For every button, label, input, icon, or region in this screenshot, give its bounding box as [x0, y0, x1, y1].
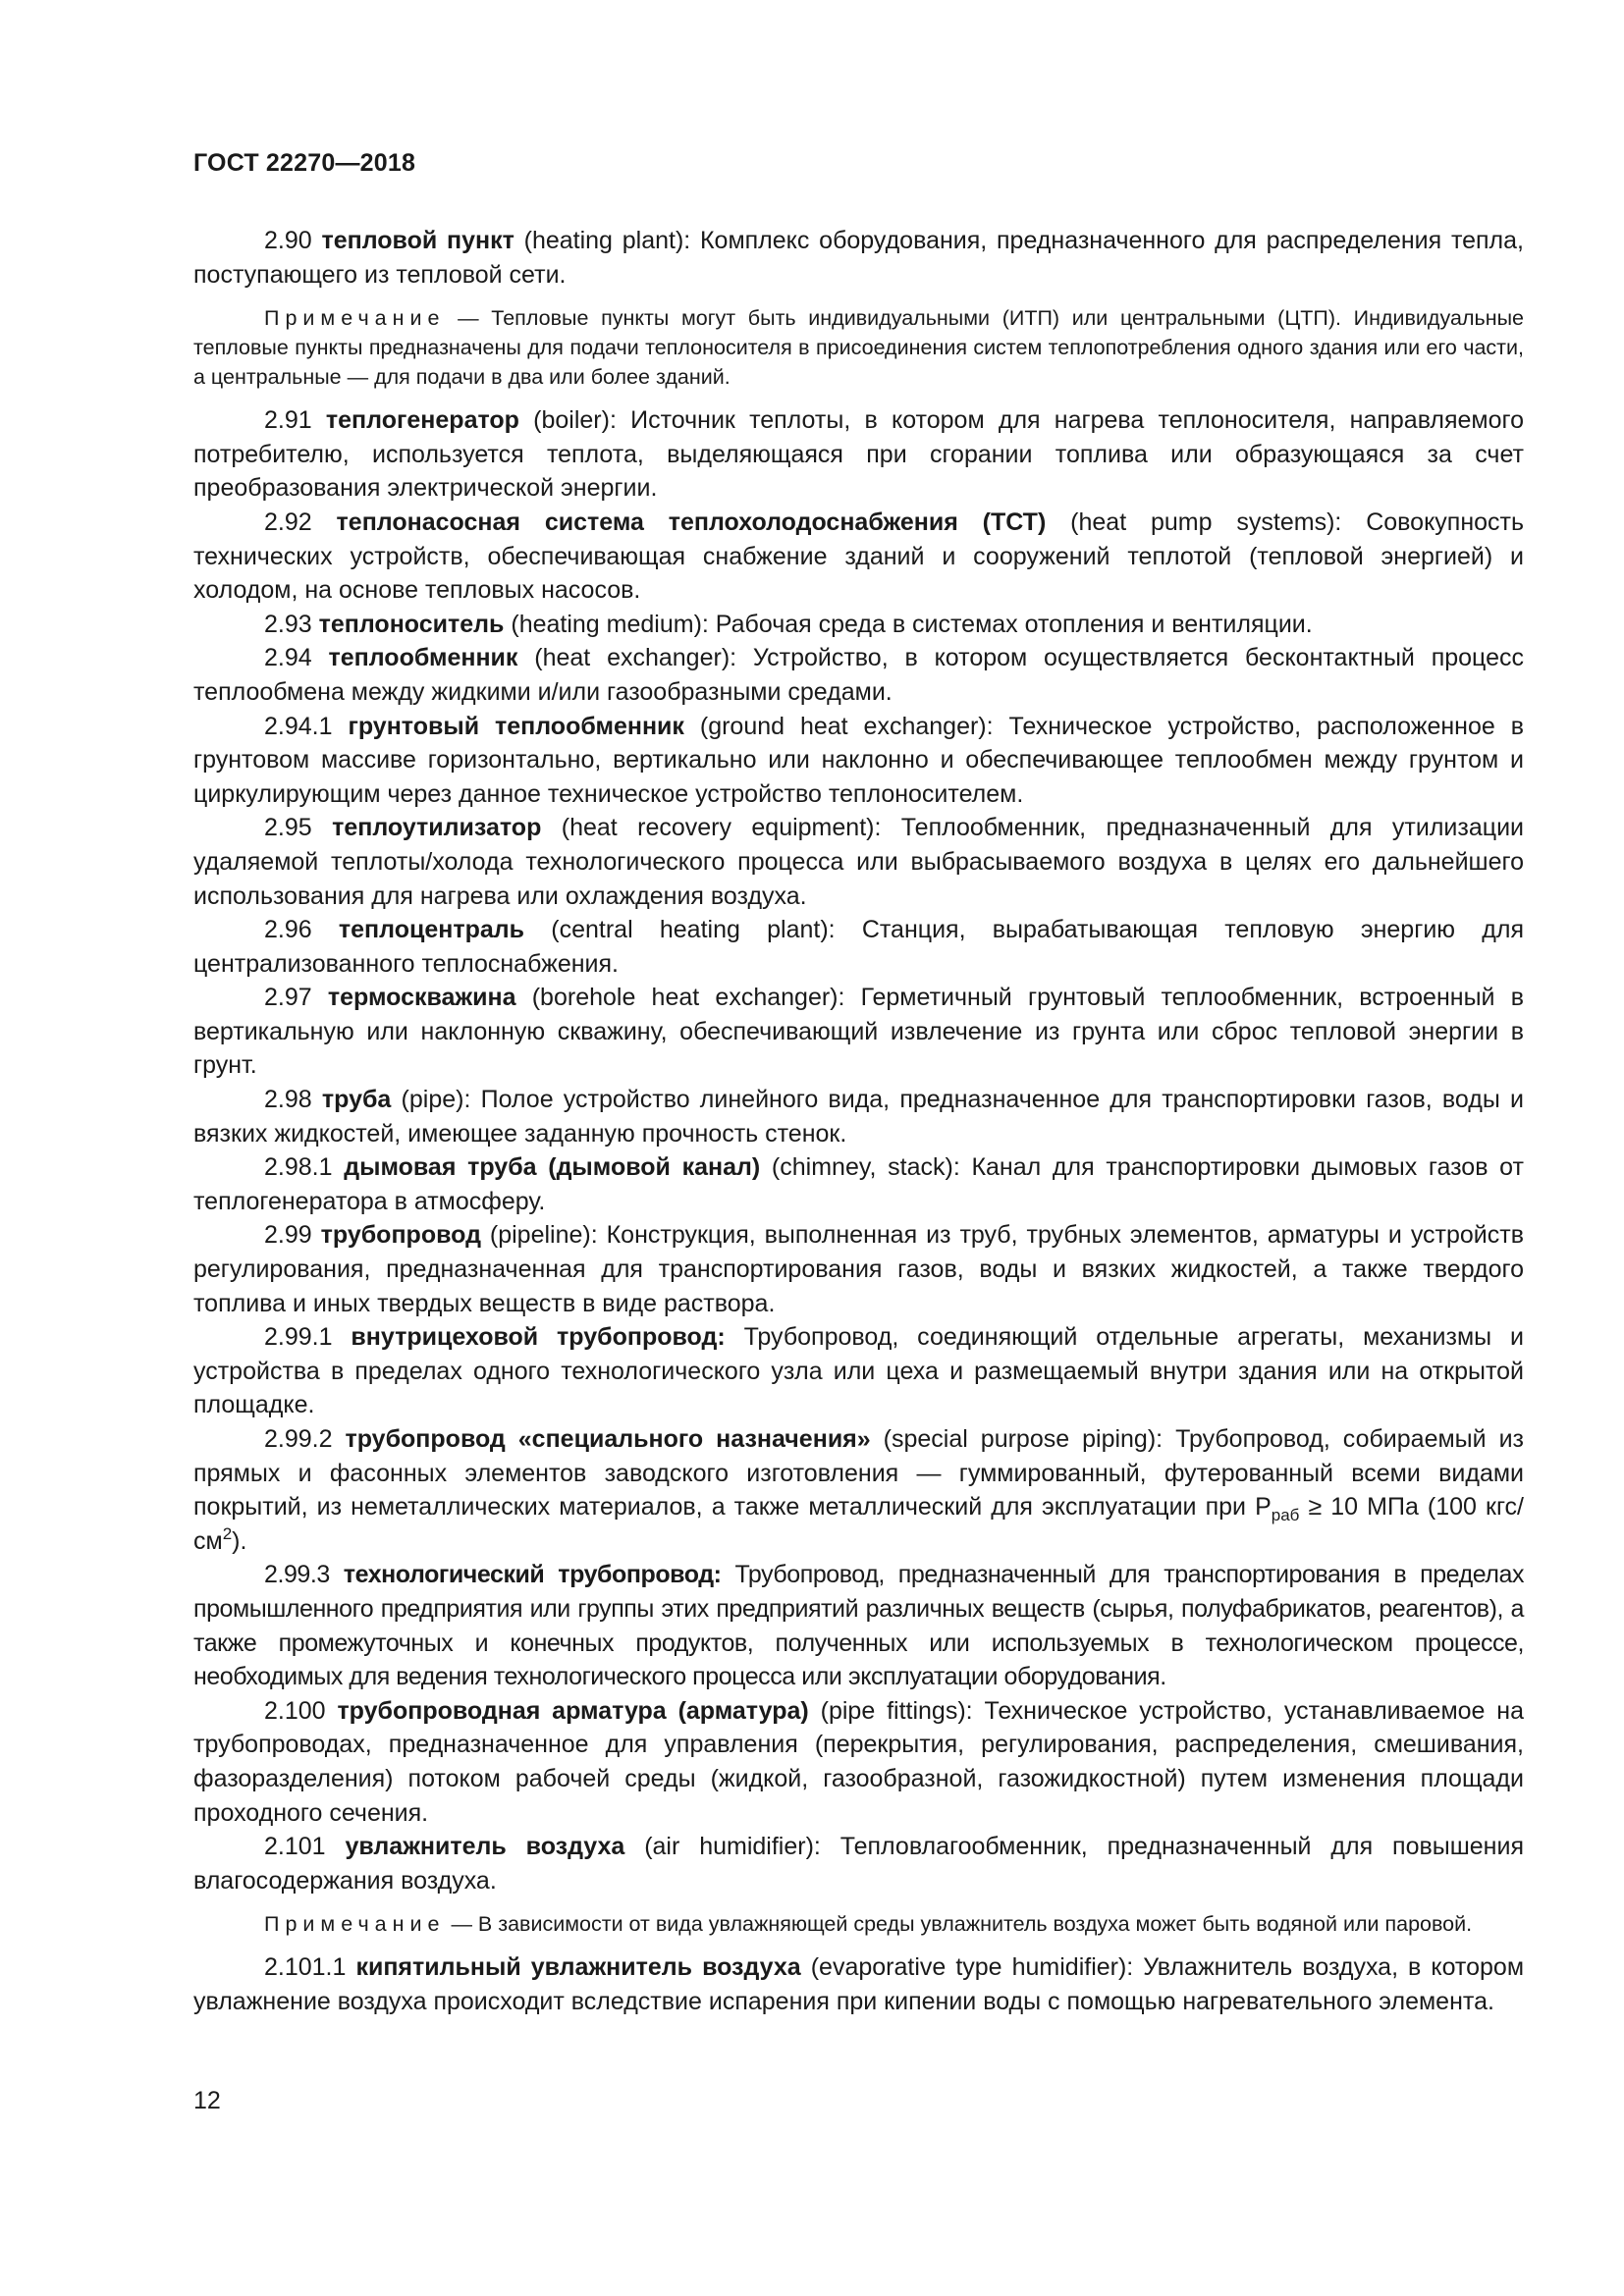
- term-definition: (heating medium): Рабочая среда в системах отопления и вентиляции.: [504, 610, 1313, 638]
- term-title: трубопровод: [320, 1221, 481, 1250]
- term-number: 2.100: [264, 1696, 326, 1725]
- term-definition: (air humidifier): Тепловлагообменник, предназначенный для повышения влагосодержания воздуха.: [193, 1833, 1524, 1895]
- term-number: 2.93: [264, 610, 312, 638]
- pressure-value: ≥ 10 МПа (100 кгс/см: [193, 1493, 1524, 1555]
- page-number: 12: [193, 2087, 221, 2114]
- term-title: теплоноситель: [318, 610, 505, 638]
- note-text: — В зависимости от вида увлажняющей среды увлажнитель воздуха может быть водяной или паровой.: [451, 1912, 1473, 1937]
- note-label: Примечание: [264, 1912, 446, 1937]
- term-title: трубопроводная арматура (арматура): [337, 1696, 809, 1725]
- term-definition: Трубопровод, соединяющий отдельные агрегаты, механизмы и устройства в пределах одного технологического узла или цеха и размещаемый внутри здания или на открытой площадке.: [193, 1323, 1524, 1419]
- term-number: 2.99.1: [264, 1323, 333, 1352]
- term-number: 2.101.1: [264, 1953, 347, 1982]
- term-title: теплоцентраль: [338, 916, 525, 944]
- term-number: 2.97: [264, 984, 312, 1012]
- pressure-subscript: раб: [1271, 1506, 1300, 1525]
- term-number: 2.95: [264, 814, 312, 842]
- term-definition: (heat exchanger): Устройство, в котором осуществляется бесконтактный процесс теплообмена между жидкими и/или газообразными средами.: [193, 644, 1524, 706]
- term-entry-2-101: [193, 1830, 1524, 1897]
- term-definition: (heating plant): Комплекс оборудования, предназначенного для распределения тепла, поступающего из тепловой сети.: [193, 227, 1524, 289]
- term-entry-2-94: [193, 641, 1524, 709]
- term-entry-2-97: [193, 981, 1524, 1083]
- term-number: 2.94: [264, 644, 312, 672]
- document-body: [193, 224, 1524, 2019]
- note-2-90: [193, 303, 1524, 392]
- term-title: дымовая труба (дымовой канал): [344, 1153, 761, 1182]
- term-definition: (central heating plant): Станция, вырабатывающая тепловую энергию для централизованного теплоснабжения.: [193, 916, 1524, 978]
- term-entry-2-99-3: [193, 1558, 1524, 1693]
- term-title: термоскважина: [327, 984, 516, 1012]
- term-entry-2-99-2: [193, 1422, 1524, 1558]
- term-entry-2-92: [193, 506, 1524, 608]
- term-definition: (evaporative type humidifier): Увлажнитель воздуха, в котором увлажнение воздуха происходит вследствие испарения при кипении воды с помощью нагревательного элемента.: [193, 1953, 1525, 2015]
- term-definition: (pipe): Полое устройство линейного вида, предназначенное для транспортировки газов, воды и вязких жидкостей, имеющее заданную прочность стенок.: [193, 1086, 1524, 1148]
- term-number: 2.99.2: [264, 1425, 333, 1453]
- term-number: 2.99: [264, 1221, 312, 1250]
- term-title: теплообменник: [328, 644, 518, 672]
- term-entry-2-91: [193, 403, 1524, 506]
- term-title: теплонасосная система теплохолодоснабжения (ТСТ): [336, 507, 1047, 536]
- term-definition: (heat pump systems): Совокупность технических устройств, обеспечивающая снабжение зданий и сооружений теплотой (тепловой энергией) и холодом, на основе тепловых насосов.: [193, 507, 1525, 605]
- note-label: Примечание: [264, 306, 446, 331]
- term-entry-2-98: [193, 1083, 1524, 1150]
- term-definition: (boiler): Источник теплоты, в котором для нагрева теплоносителя, направляемого потребителю, используется теплота, выделяющаяся при сгорании топлива или образующаяся за счет преобразования электрической энергии.: [193, 406, 1524, 503]
- term-definition: (heat recovery equipment): Теплообменник, предназначенный для утилизации удаляемой теплоты/холода технологического процесса или выбрасываемого воздуха в целях его дальнейшего использования для нагрева или охлаждения воздуха.: [193, 814, 1524, 910]
- term-entry-2-96: [193, 913, 1524, 981]
- term-definition: (ground heat exchanger): Техническое устройство, расположенное в грунтовом массиве горизонтально, вертикально или наклонно и обеспечивающее теплообмен между грунтом и циркулирующим через данное техническое устройство теплоносителем.: [193, 712, 1524, 808]
- term-number: 2.94.1: [264, 712, 333, 740]
- term-title: труба: [321, 1086, 392, 1114]
- term-number: 2.101: [264, 1833, 326, 1861]
- term-definition: (pipeline): Конструкция, выполненная из труб, трубных элементов, арматуры и устройств регулирования, предназначенная для транспортирования газов, воды и вязких жидкостей, а также твердого топлива и иных твердых веществ в виде раствора.: [193, 1221, 1525, 1317]
- term-number: 2.96: [264, 916, 312, 944]
- term-title: технологический трубопровод:: [343, 1561, 722, 1589]
- term-definition: (chimney, stack): Канал для транспортировки дымовых газов от теплогенератора в атмосферу.: [193, 1153, 1524, 1215]
- term-number: 2.98: [264, 1086, 312, 1114]
- term-title: теплоутилизатор: [332, 814, 542, 842]
- term-entry-2-95: [193, 811, 1524, 913]
- term-title: кипятильный увлажнитель воздуха: [355, 1953, 801, 1982]
- term-number: 2.99.3: [264, 1561, 330, 1589]
- term-definition: (borehole heat exchanger): Герметичный грунтовый теплообменник, встроенный в вертикальную или наклонную скважину, обеспечивающий извлечение из грунта или сброс тепловой энергии в грунт.: [193, 984, 1524, 1080]
- term-title: тепловой пункт: [321, 227, 514, 254]
- term-definition: (pipe fittings): Техническое устройство, устанавливаемое на трубопроводах, предназначенное для управления (перекрытия, регулирования, распределения, смешивания, фазоразделения) потоком рабочей среды (жидкой, газообразной, газожидкостной) путем изменения площади проходного сечения.: [193, 1696, 1525, 1827]
- term-entry-2-99-1: [193, 1320, 1524, 1422]
- term-number: 2.90: [264, 227, 312, 254]
- term-title: внутрицеховой трубопровод:: [351, 1323, 726, 1352]
- term-entry-2-90: [193, 224, 1524, 292]
- term-number: 2.92: [264, 507, 312, 536]
- term-definition: Трубопровод, предназначенный для транспортирования в пределах промышленного предприятия или группы этих предприятий различных веществ (сырья, полуфабрикатов, реагентов), а также промежуточных и конечных продуктов, полученных или используемых в технологическом процессе, необходимых для ведения технологического процесса или эксплуатации оборудования.: [193, 1561, 1524, 1691]
- term-entry-2-98-1: [193, 1150, 1524, 1218]
- document-header: ГОСТ 22270—2018: [193, 149, 416, 177]
- pressure-value-end: ).: [232, 1526, 247, 1555]
- term-definition: (special purpose piping): Трубопровод, собираемый из прямых и фасонных элементов заводского изготовления — гуммированный, футерованный всеми видами покрытий, из неметаллических материалов, а также металлический для эксплуатации при: [193, 1425, 1524, 1522]
- term-number: 2.91: [264, 406, 312, 435]
- term-number: 2.98.1: [264, 1153, 333, 1182]
- term-title: грунтовый теплообменник: [348, 712, 684, 740]
- term-entry-2-99: [193, 1218, 1524, 1320]
- pressure-symbol: Р: [1255, 1493, 1272, 1522]
- unit-superscript: 2: [222, 1523, 233, 1543]
- term-entry-2-101-1: [193, 1950, 1524, 2018]
- note-text: — Тепловые пункты могут быть индивидуальными (ИТП) или центральными (ЦТП). Индивидуальные тепловые пункты предназначены для подачи теплоносителя в присоединения систем теплопотребления одного здания или его части, а центральные — для подачи в два или более зданий.: [193, 306, 1524, 390]
- term-entry-2-93: [193, 608, 1524, 642]
- term-entry-2-94-1: [193, 710, 1524, 812]
- note-2-101: [193, 1909, 1524, 1939]
- term-entry-2-100: [193, 1694, 1524, 1830]
- term-title: теплогенератор: [325, 406, 519, 435]
- term-title: трубопровод «специального назначения»: [345, 1425, 871, 1453]
- term-title: увлажнитель воздуха: [345, 1833, 625, 1861]
